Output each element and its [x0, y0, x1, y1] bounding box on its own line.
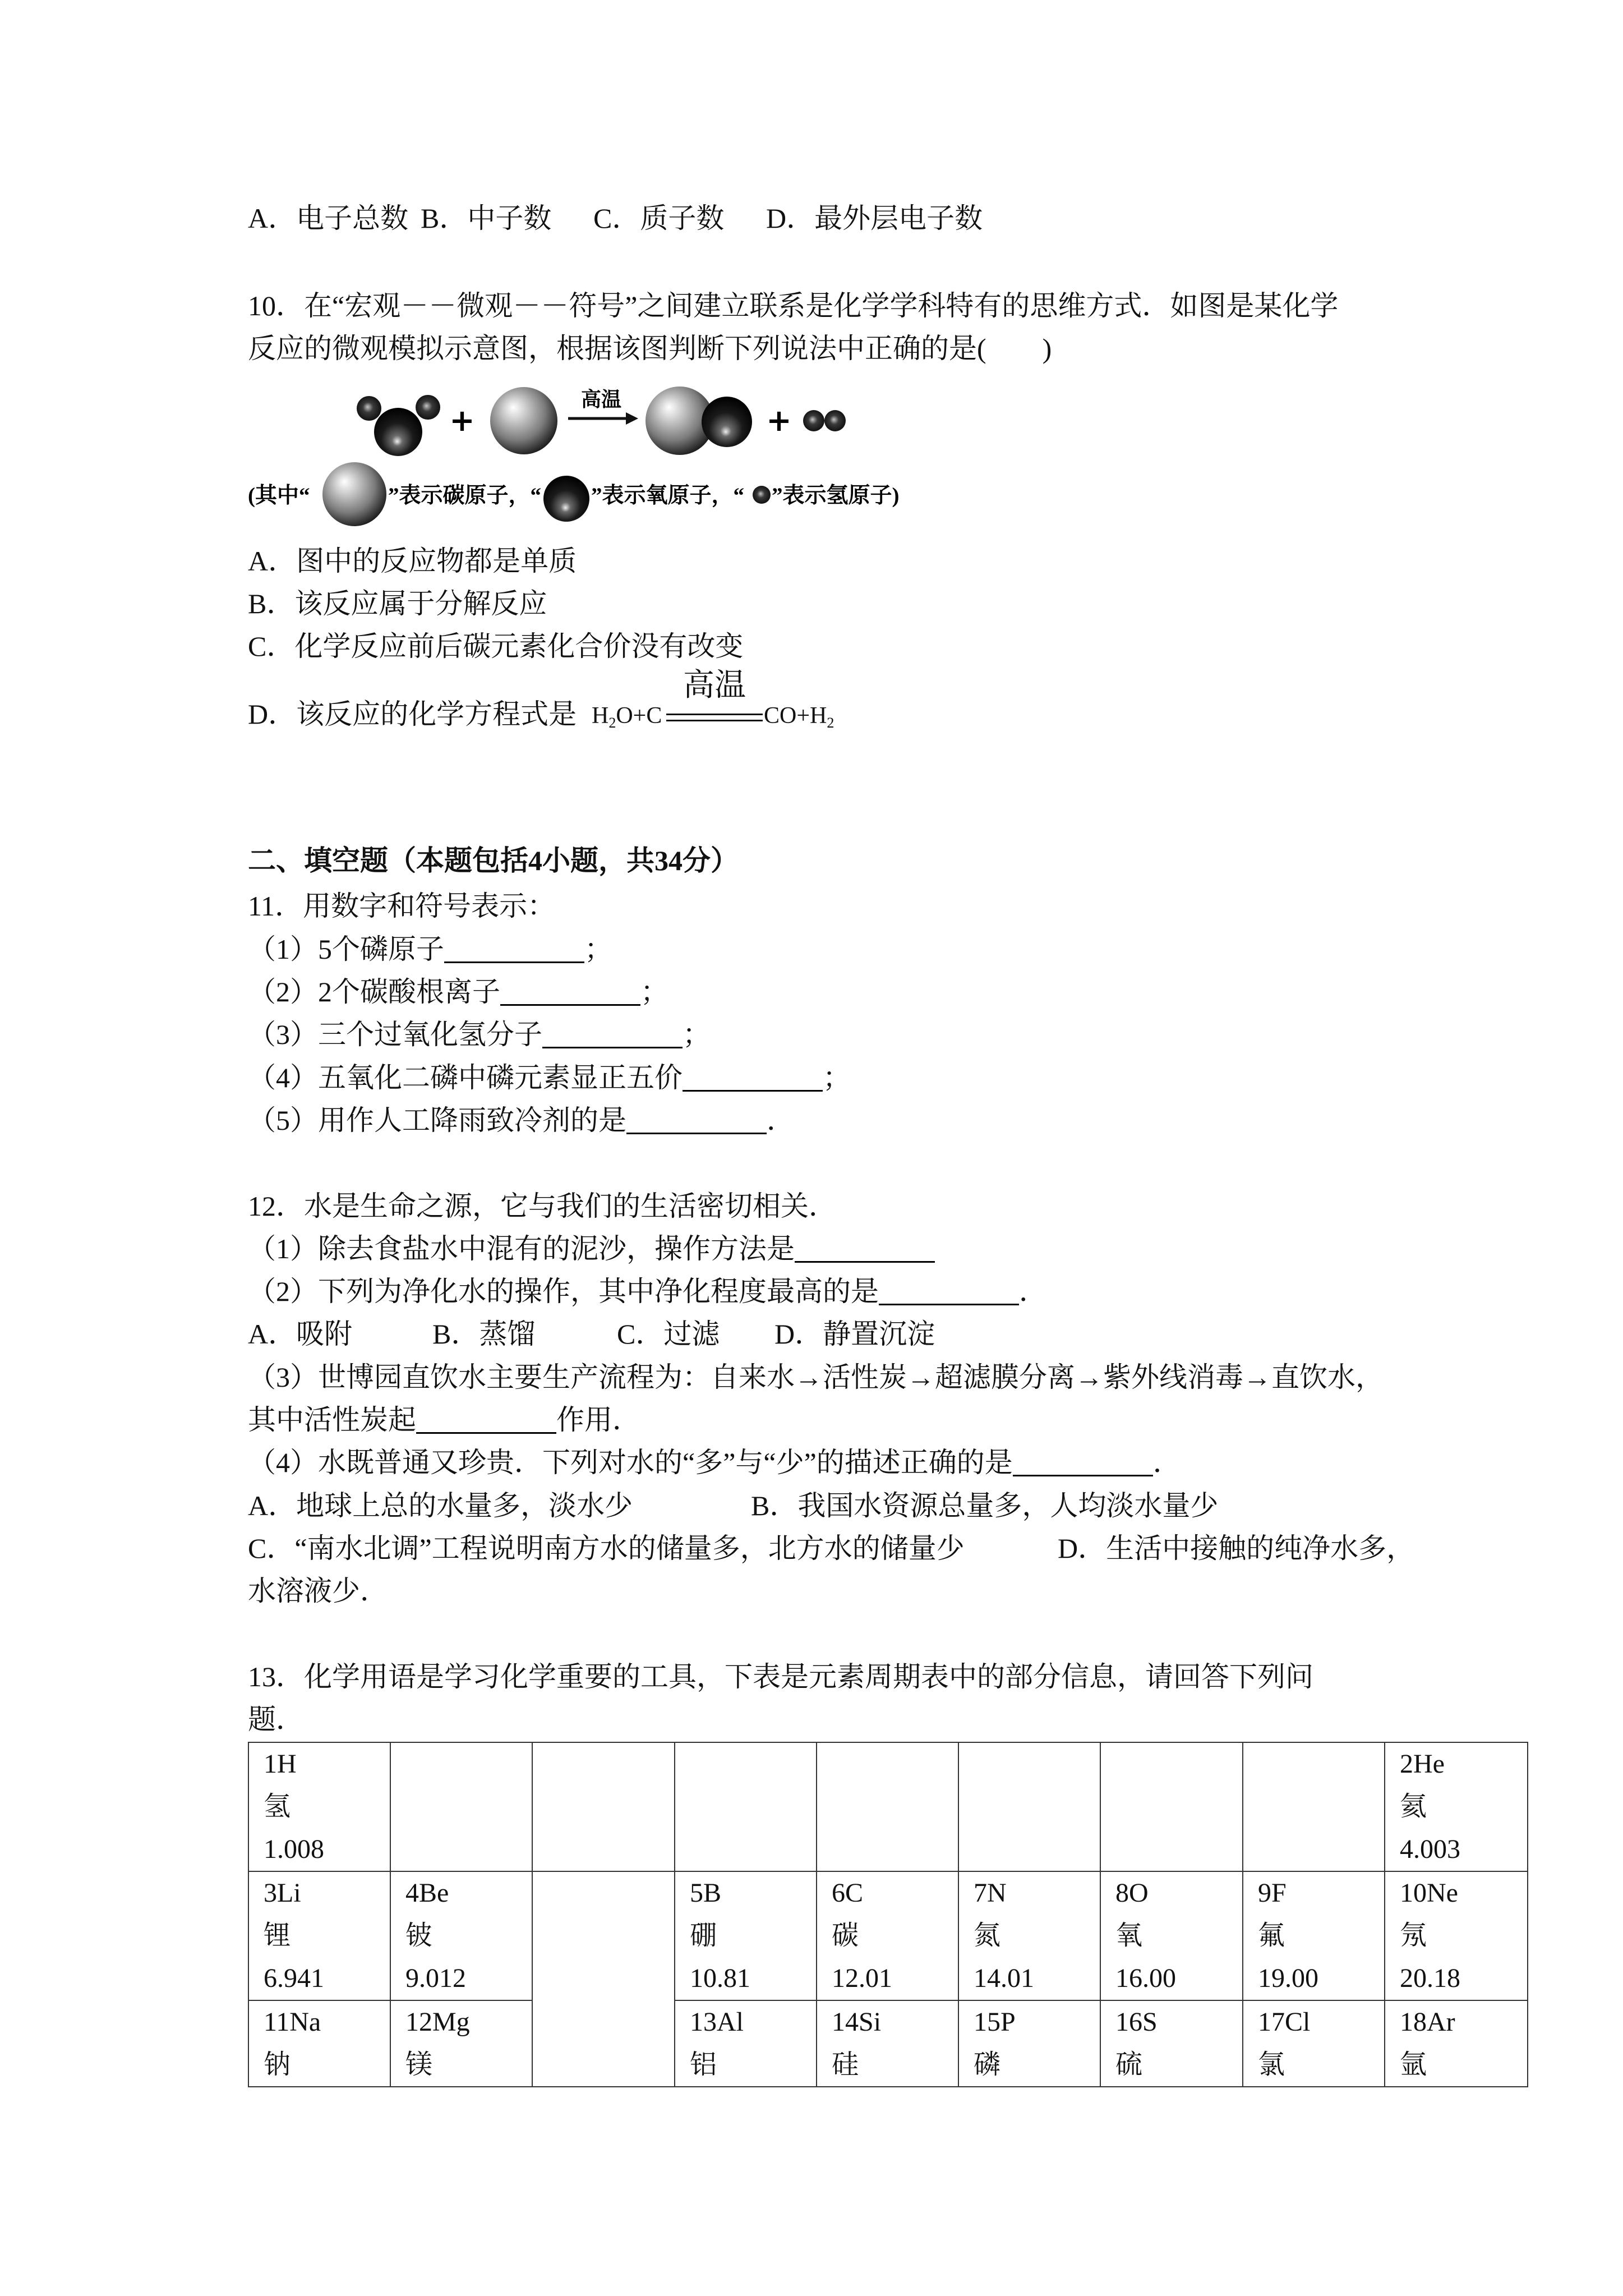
- element-cell: [1243, 2000, 1385, 2087]
- element-number-symbol: 11Na: [264, 2007, 321, 2037]
- reaction-diagram: [0, 359, 953, 539]
- element-cell: [1100, 2000, 1243, 2087]
- answer-blank: [879, 1281, 1019, 1305]
- answer-blank: [500, 982, 640, 1006]
- formula-subscript: 2: [608, 715, 616, 731]
- item-text: （1）5个磷原子: [248, 933, 444, 965]
- equals-line-top: [666, 714, 763, 715]
- element-number-symbol: 12Mg: [405, 2007, 470, 2037]
- q12-part2: [248, 1270, 1538, 1313]
- option-d: D．静置沉淀: [774, 1318, 935, 1350]
- q12-part4-options-cd: [248, 1527, 1538, 1570]
- element-name: 碳: [832, 1921, 859, 1950]
- hydrogen-atom: [357, 396, 381, 421]
- q11-item: [248, 928, 1538, 970]
- element-number-symbol: 16S: [1115, 2007, 1158, 2037]
- element-cell: [1243, 1871, 1385, 2000]
- q10-option-c: C．化学反应前后碳元素化合价没有改变: [248, 631, 744, 662]
- element-cell: [390, 2000, 532, 2087]
- element-number-symbol: 5B: [690, 1878, 722, 1908]
- empty-cell: [532, 1871, 675, 2087]
- hydrogen-atom: [803, 410, 824, 431]
- element-number-symbol: 10Ne: [1400, 1878, 1458, 1908]
- item-text: （2）下列为净化水的操作，其中净化程度最高的是: [248, 1276, 879, 1307]
- empty-cell: [1100, 1742, 1243, 1871]
- option-a: A．吸附: [248, 1318, 353, 1350]
- legend-oxygen-atom: [543, 476, 589, 522]
- element-cell: [817, 1871, 958, 2000]
- element-name: 氩: [1400, 2050, 1427, 2079]
- q12-part3-line2: [248, 1398, 1538, 1441]
- element-cell: [958, 2000, 1100, 2087]
- q11-item: [248, 1013, 1538, 1056]
- element-number-symbol: 13Al: [690, 2007, 744, 2037]
- element-number-symbol: 8O: [1115, 1878, 1149, 1908]
- element-cell: [390, 1871, 532, 2000]
- element-name: 氢: [264, 1792, 291, 1821]
- option-d: D．生活中接触的纯净水多，: [1058, 1533, 1415, 1564]
- q11-item: [248, 1099, 1538, 1142]
- plus-sign: +: [449, 403, 475, 438]
- hydrogen-atom: [416, 395, 440, 420]
- element-name: 锂: [264, 1921, 291, 1950]
- oxygen-atom: [374, 408, 422, 456]
- element-mass: 1.008: [264, 1834, 324, 1864]
- element-name: 铍: [405, 1921, 433, 1950]
- item-punct: ．: [1019, 1276, 1047, 1307]
- hydrogen-molecule: [803, 410, 846, 431]
- element-number-symbol: 15P: [974, 2007, 1016, 2037]
- answer-blank: [542, 1024, 683, 1048]
- legend-text: ”表示氢原子): [772, 484, 900, 508]
- carbon-monoxide-molecule: [645, 386, 752, 455]
- element-cell: [958, 1871, 1100, 2000]
- q11-item: [248, 1056, 1538, 1099]
- formula-part: H: [592, 703, 609, 729]
- option-d: D．最外层电子数: [766, 203, 983, 234]
- legend-text: ”表示碳原子，“: [388, 484, 542, 508]
- arrow-head: [626, 412, 638, 425]
- element-name: 硼: [690, 1921, 717, 1950]
- item-text: （3）三个过氧化氢分子: [248, 1019, 542, 1050]
- table-row: [248, 2000, 1528, 2087]
- option-b: B．蒸馏: [432, 1318, 536, 1350]
- element-number-symbol: 14Si: [832, 2007, 882, 2037]
- item-punct: ；: [823, 1062, 851, 1093]
- element-mass: 12.01: [832, 1963, 892, 1993]
- carbon-atom: [490, 387, 557, 454]
- q12-part2-options: [248, 1313, 1538, 1355]
- answer-blank: [683, 1068, 823, 1092]
- q12-part4: [248, 1441, 1538, 1484]
- formula-part: CO+H: [764, 703, 827, 729]
- answer-blank: [795, 1239, 935, 1263]
- element-cell: [1385, 1871, 1528, 2000]
- q10-option-b: B．该反应属于分解反应: [248, 588, 547, 619]
- element-cell: [1385, 2000, 1528, 2087]
- equals-line-bottom: [666, 720, 763, 721]
- legend-text: ”表示氧原子，“: [591, 484, 745, 508]
- equation-reactants: [592, 702, 662, 730]
- q10-stem-line1: 10．在“宏观－－微观－－符号”之间建立联系是化学学科特有的思维方式．如图是某化学: [248, 290, 1339, 321]
- item-text: 作用．: [556, 1404, 640, 1435]
- empty-cell: [532, 1742, 675, 1871]
- element-name: 硫: [1115, 2050, 1143, 2079]
- water-molecule: [357, 395, 440, 456]
- table-row: [248, 1742, 1528, 1871]
- legend-carbon-atom: [322, 462, 386, 526]
- q13-stem-line1: 13．化学用语是学习化学重要的工具，下表是元素周期表中的部分信息，请回答下列问: [248, 1661, 1313, 1692]
- item-punct: ；: [683, 1019, 711, 1050]
- plus-sign: +: [766, 403, 792, 438]
- empty-cell: [958, 1742, 1100, 1871]
- element-cell: [675, 1871, 817, 2000]
- element-cell: [675, 2000, 817, 2087]
- element-number-symbol: 18Ar: [1400, 2007, 1455, 2037]
- element-mass: 16.00: [1115, 1963, 1176, 1993]
- item-punct: ；: [584, 933, 612, 965]
- element-name: 镁: [405, 2050, 433, 2079]
- item-text: 其中活性炭起: [248, 1404, 416, 1435]
- element-mass: 6.941: [264, 1963, 324, 1993]
- legend-hydrogen-atom: [753, 486, 771, 504]
- equation-products: [764, 702, 834, 730]
- element-number-symbol: 17Cl: [1258, 2007, 1311, 2037]
- empty-cell: [1243, 1742, 1385, 1871]
- q11-stem: 11．用数字和符号表示：: [248, 890, 556, 922]
- answer-blank: [444, 939, 584, 963]
- element-number-symbol: 2He: [1400, 1749, 1445, 1779]
- element-cell: [1385, 1742, 1528, 1871]
- item-text: （4）五氧化二磷中磷元素显正五价: [248, 1062, 683, 1093]
- hydrogen-atom: [824, 410, 846, 431]
- answer-blank: [1013, 1452, 1153, 1476]
- option-a: A．电子总数: [248, 203, 409, 234]
- element-cell: [248, 1742, 390, 1871]
- section-title: 二、填空题（本题包括4小题，共34分）: [248, 845, 739, 876]
- q10-option-d: D．该反应的化学方程式是: [248, 698, 577, 730]
- table-row: [248, 1871, 1528, 2000]
- option-c: C．过滤: [617, 1318, 720, 1350]
- element-mass: 20.18: [1400, 1963, 1460, 1993]
- q10-option-a: A．图中的反应物都是单质: [248, 545, 577, 577]
- formula-part: O+C: [616, 703, 662, 729]
- q10-stem-line2: 反应的微观模拟示意图，根据该图判断下列说法中正确的是( ): [248, 333, 1052, 364]
- element-cell: [248, 1871, 390, 2000]
- option-b: B．我国水资源总量多，人均淡水量少: [751, 1490, 1219, 1521]
- q11-item: [248, 970, 1538, 1013]
- element-name: 氧: [1115, 1921, 1143, 1950]
- formula-subscript: 2: [827, 715, 834, 731]
- item-punct: ；: [640, 976, 668, 1007]
- element-number-symbol: 4Be: [405, 1878, 449, 1908]
- reaction-arrow: [568, 412, 638, 425]
- q9-options: [248, 197, 1538, 240]
- element-name: 钠: [264, 2050, 291, 2079]
- q12-part4-continuation: 水溶液少．: [248, 1575, 388, 1607]
- q12-part1: [248, 1227, 1538, 1270]
- element-name: 氯: [1258, 2050, 1285, 2079]
- reaction-condition: 高温: [580, 388, 622, 411]
- item-text: （4）水既普通又珍贵．下列对水的“多”与“少”的描述正确的是: [248, 1447, 1013, 1478]
- item-text: （2）2个碳酸根离子: [248, 976, 500, 1007]
- element-number-symbol: 9F: [1258, 1878, 1287, 1908]
- oxygen-atom: [702, 397, 752, 447]
- diagram-legend: [248, 462, 900, 526]
- option-a: A．地球上总的水量多，淡水少: [248, 1490, 633, 1521]
- q12-part4-options-ab: [248, 1484, 1538, 1527]
- item-punct: ．: [1152, 1447, 1181, 1478]
- legend-text: (其中“: [248, 484, 310, 508]
- answer-blank: [416, 1410, 556, 1434]
- element-name: 氮: [974, 1921, 1001, 1950]
- element-name: 氦: [1400, 1792, 1427, 1821]
- element-number-symbol: 3Li: [264, 1878, 301, 1908]
- element-cell: [1100, 1871, 1243, 2000]
- element-number-symbol: 1H: [264, 1749, 297, 1779]
- periodic-table-body: [248, 1742, 1528, 2087]
- q12-stem: 12．水是生命之源，它与我们的生活密切相关．: [248, 1190, 837, 1222]
- element-cell: [817, 2000, 958, 2087]
- element-name: 氖: [1400, 1921, 1427, 1950]
- element-number-symbol: 6C: [832, 1878, 864, 1908]
- equation-condition: 高温: [683, 667, 746, 703]
- empty-cell: [817, 1742, 958, 1871]
- element-number-symbol: 7N: [974, 1878, 1007, 1908]
- element-mass: 19.00: [1258, 1963, 1318, 1993]
- element-mass: 14.01: [974, 1963, 1034, 1993]
- answer-blank: [626, 1110, 767, 1134]
- element-name: 铝: [690, 2050, 717, 2079]
- item-punct: ．: [767, 1105, 795, 1136]
- element-mass: 4.003: [1400, 1834, 1460, 1864]
- empty-cell: [390, 1742, 532, 1871]
- option-c: C．“南水北调”工程说明南方水的储量多，北方水的储量少: [248, 1533, 965, 1564]
- element-name: 磷: [974, 2050, 1001, 2079]
- element-mass: 10.81: [690, 1963, 750, 1993]
- periodic-table: [248, 1742, 1528, 2087]
- option-c: C．质子数: [593, 203, 725, 234]
- q13-stem-line2: 题．: [248, 1704, 304, 1735]
- item-text: （1）除去食盐水中混有的泥沙，操作方法是: [248, 1233, 795, 1264]
- element-cell: [248, 2000, 390, 2087]
- q12-part3-line1: （3）世博园直饮水主要生产流程为：自来水→活性炭→超滤膜分离→紫外线消毒→直饮水，: [248, 1361, 1384, 1393]
- item-text: （5）用作人工降雨致冷剂的是: [248, 1105, 626, 1136]
- option-b: B．中子数: [421, 203, 552, 234]
- element-name: 氟: [1258, 1921, 1285, 1950]
- empty-cell: [675, 1742, 817, 1871]
- element-name: 硅: [832, 2050, 859, 2079]
- element-mass: 9.012: [405, 1963, 466, 1993]
